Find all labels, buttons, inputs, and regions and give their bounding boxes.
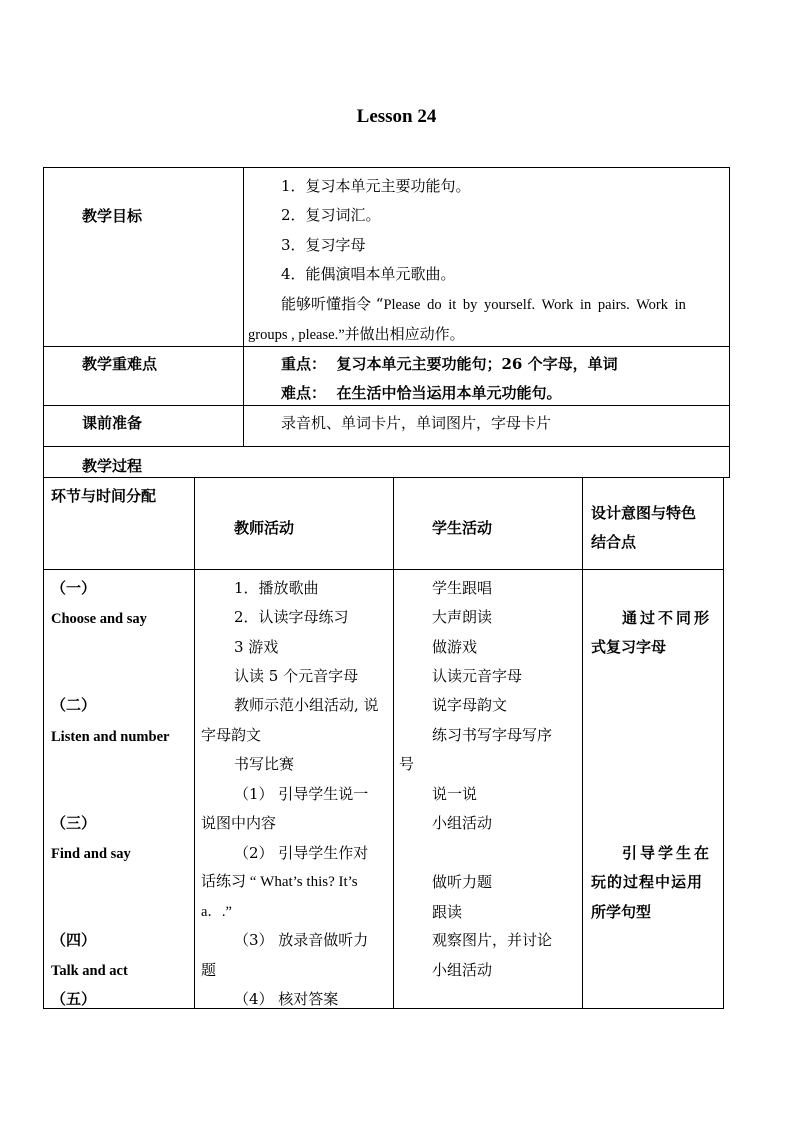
student-line: 号 xyxy=(399,755,415,773)
difficulty-text: 在生活中恰当运用本单元功能句。 xyxy=(336,384,562,402)
design-note-2-line-1: 引导学生在 xyxy=(622,844,713,862)
preparation-label: 课前准备 xyxy=(82,414,143,432)
student-line: 观察图片，并讨论 xyxy=(432,931,553,949)
objective-line-5-english: Please do it by yourself. Work in pairs. Work in xyxy=(383,297,686,313)
student-line: 练习书写字母写序 xyxy=(432,726,553,744)
header-segment: 环节与时间分配 xyxy=(51,487,157,505)
process-label: 教学过程 xyxy=(82,457,143,475)
objective-line-6-suffix: 并做出相应动作。 xyxy=(344,325,465,343)
focus-text: 复习本单元主要功能句；26 个字母，单词 xyxy=(336,355,618,373)
objectives-label: 教学目标 xyxy=(82,207,143,225)
design-note-2-line-3: 所学句型 xyxy=(591,903,652,921)
segment-number-1: （一） xyxy=(51,579,97,597)
teacher-line: 书写比赛 xyxy=(234,755,295,773)
objective-line-5-prefix: 能够听懂指令 “ xyxy=(281,295,384,313)
focus-line xyxy=(281,354,618,374)
student-line: 说一说 xyxy=(432,785,478,803)
design-note-1-line-2: 式复习字母 xyxy=(591,638,667,656)
teacher-line: （1） 引导学生说一 xyxy=(234,785,369,803)
objective-line-3: 3．复习字母 xyxy=(281,236,366,254)
header-design-line-2: 结合点 xyxy=(591,533,637,551)
student-line: 小组活动 xyxy=(432,961,493,979)
difficulty-line xyxy=(281,383,561,403)
teacher-line: 3 游戏 xyxy=(234,638,279,656)
objective-line-6 xyxy=(248,324,465,345)
preparation-text: 录音机、单词卡片，单词图片，字母卡片 xyxy=(281,414,552,432)
segment-number-5: （五） xyxy=(51,990,97,1008)
teacher-line: 2．认读字母练习 xyxy=(234,608,349,626)
objective-line-1: 1．复习本单元主要功能句。 xyxy=(281,177,471,195)
segment-name-3: Find and say xyxy=(51,846,131,862)
header-student: 学生活动 xyxy=(432,519,493,537)
segment-number-3: （三） xyxy=(51,814,97,832)
student-line: 大声朗读 xyxy=(432,608,493,626)
teacher-line: a．.” xyxy=(201,904,232,920)
objective-line-2: 2．复习词汇。 xyxy=(281,206,381,224)
student-line: 做听力题 xyxy=(432,873,493,891)
student-line: 认读元音字母 xyxy=(432,667,523,685)
student-line: 跟读 xyxy=(432,903,463,921)
focus-label: 重点： xyxy=(281,355,327,373)
student-line: 说字母韵文 xyxy=(432,696,508,714)
teacher-line: 话练习 “ What’s this? It’s xyxy=(201,874,358,890)
teacher-line: 题 xyxy=(201,961,217,979)
teacher-line: 1．播放歌曲 xyxy=(234,579,319,597)
segment-name-1: Choose and say xyxy=(51,611,147,627)
design-note-1-line-1: 通过不同形 xyxy=(622,609,713,627)
student-line: 小组活动 xyxy=(432,814,493,832)
segment-name-4: Talk and act xyxy=(51,963,128,979)
teacher-line: 说图中内容 xyxy=(201,814,277,832)
objective-line-6-english: groups , please.” xyxy=(248,327,345,343)
teacher-line: （4） 核对答案 xyxy=(234,990,339,1008)
teacher-line: 教师示范小组活动, 说 xyxy=(234,696,379,714)
teacher-line: 字母韵文 xyxy=(201,726,262,744)
student-line: 学生跟唱 xyxy=(432,579,493,597)
key-points-label: 教学重难点 xyxy=(82,355,158,373)
student-line: 做游戏 xyxy=(432,638,478,656)
teacher-line: （2） 引导学生作对 xyxy=(234,844,369,862)
design-note-2-line-2: 玩的过程中运用 xyxy=(591,873,704,891)
segment-number-2: （二） xyxy=(51,696,97,714)
segment-number-4: （四） xyxy=(51,931,97,949)
objective-line-4: 4．能偶演唱本单元歌曲。 xyxy=(281,265,456,283)
difficulty-label: 难点： xyxy=(281,384,327,402)
teacher-line: 认读 5 个元音字母 xyxy=(234,667,359,685)
teacher-line: （3） 放录音做听力 xyxy=(234,931,369,949)
segment-name-2: Listen and number xyxy=(51,729,170,745)
page-title: Lesson 24 xyxy=(356,106,437,127)
header-design-line-1: 设计意图与特色 xyxy=(591,504,697,522)
objective-line-5 xyxy=(281,294,686,315)
header-teacher: 教师活动 xyxy=(234,519,295,537)
